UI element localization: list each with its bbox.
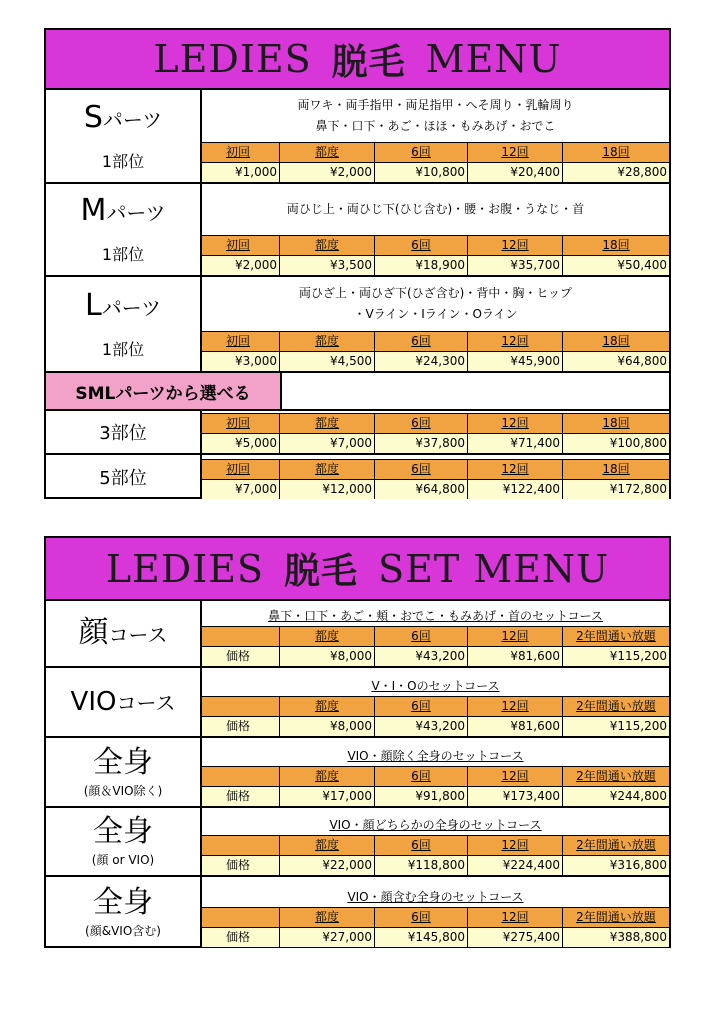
set-menu-table — [44, 536, 671, 948]
parts-suffix: パーツ — [102, 107, 163, 132]
price-cell: ¥173,400 — [468, 786, 563, 806]
col-header: 初回 — [202, 142, 280, 162]
price-cell: ¥37,800 — [375, 433, 468, 453]
parts-count: 1部位 — [101, 151, 145, 171]
col-header: 12回 — [468, 142, 563, 162]
course-description: VIO・顔どちらかの全身のセットコース — [329, 818, 542, 832]
col-header: 12回 — [468, 626, 563, 646]
price-label: 価格 — [202, 786, 280, 806]
price-grid — [202, 835, 669, 875]
col-header: 2年間通い放題 — [563, 696, 669, 716]
price-cell: ¥81,600 — [468, 646, 563, 666]
parts-label — [46, 184, 202, 275]
price-cell: ¥118,800 — [375, 855, 468, 875]
col-header: 初回 — [202, 459, 280, 479]
price-cell: ¥45,900 — [468, 351, 563, 371]
parts-letter: L — [85, 287, 102, 323]
price-label: 価格 — [202, 927, 280, 947]
col-header: 12回 — [468, 331, 563, 351]
course-note: (顔＆VIO除く) — [83, 783, 163, 798]
multi-count: 3部位 — [99, 423, 147, 444]
col-header: 6回 — [375, 696, 468, 716]
course-suffix: コース — [116, 690, 176, 715]
course-name: 全身 — [93, 744, 153, 780]
col-header: 18回 — [563, 331, 669, 351]
desc-line: ・Vライン・Iライン・Oライン — [353, 307, 518, 321]
price-grid — [202, 459, 669, 499]
price-cell: ¥8,000 — [280, 646, 375, 666]
desc-line: 鼻下・口下・あご・ほほ・もみあげ・おでこ — [315, 119, 556, 133]
price-label: 価格 — [202, 855, 280, 875]
col-header: 都度 — [280, 459, 375, 479]
sml-choose-label: SMLパーツから選べる — [46, 373, 282, 409]
course-note: (顔&VIO含む) — [85, 923, 161, 938]
price-cell: ¥1,000 — [202, 162, 280, 182]
col-header: 6回 — [375, 142, 468, 162]
parts-suffix: パーツ — [101, 295, 161, 320]
price-cell: ¥50,400 — [563, 255, 669, 275]
price-cell: ¥27,000 — [280, 927, 375, 947]
parts-description — [202, 90, 669, 142]
sml-choose-row — [46, 373, 669, 411]
price-cell: ¥224,400 — [468, 855, 563, 875]
price-cell: ¥91,800 — [375, 786, 468, 806]
price-label: 価格 — [202, 646, 280, 666]
col-header — [202, 907, 280, 927]
col-header: 6回 — [375, 459, 468, 479]
col-header: 6回 — [375, 626, 468, 646]
price-grid — [202, 766, 669, 806]
col-header: 都度 — [280, 626, 375, 646]
parts-count: 1部位 — [101, 245, 145, 264]
desc-line: 両ひじ上・両ひじ下(ひじ含む)・腰・お腹・うなじ・首 — [286, 202, 585, 216]
parts-row-s — [46, 90, 669, 184]
desc-line: 両ひざ上・両ひざ下(ひざ含む)・背中・胸・ヒップ — [298, 286, 572, 300]
price-cell: ¥12,000 — [280, 479, 375, 499]
price-grid — [202, 142, 669, 182]
price-cell: ¥22,000 — [280, 855, 375, 875]
price-cell: ¥8,000 — [280, 716, 375, 736]
price-label: 価格 — [202, 716, 280, 736]
course-row-face — [46, 601, 669, 668]
col-header: 12回 — [468, 235, 563, 255]
col-header: 6回 — [375, 907, 468, 927]
col-header: 2年間通い放題 — [563, 835, 669, 855]
price-cell: ¥244,800 — [563, 786, 669, 806]
col-header: 12回 — [468, 696, 563, 716]
price-cell: ¥172,800 — [563, 479, 669, 499]
price-cell: ¥7,000 — [202, 479, 280, 499]
desc-line: 両ワキ・両手指甲・両足指甲・へそ周り・乳輪周り — [297, 98, 574, 112]
price-cell: ¥18,900 — [375, 255, 468, 275]
col-header — [202, 835, 280, 855]
col-header: 2年間通い放題 — [563, 907, 669, 927]
price-cell: ¥388,800 — [563, 927, 669, 947]
price-cell: ¥28,800 — [563, 162, 669, 182]
set-menu-title — [46, 538, 669, 601]
course-suffix: コース — [108, 622, 168, 647]
course-row-body-all — [46, 877, 669, 947]
col-header: 6回 — [375, 835, 468, 855]
title-left: LEDIES — [153, 37, 312, 81]
price-cell: ¥122,400 — [468, 479, 563, 499]
price-grid — [202, 696, 669, 736]
course-row-vio — [46, 668, 669, 738]
title-right: MENU — [425, 37, 562, 81]
course-description: V・I・Oのセットコース — [371, 679, 500, 693]
price-cell: ¥71,400 — [468, 433, 563, 453]
col-header: 18回 — [563, 142, 669, 162]
price-cell: ¥275,400 — [468, 927, 563, 947]
title-left: LEDIES — [105, 546, 265, 591]
price-cell: ¥2,000 — [280, 162, 375, 182]
price-grid — [202, 235, 669, 275]
title-right: SET MENU — [378, 546, 610, 591]
price-cell: ¥115,200 — [563, 646, 669, 666]
col-header: 2年間通い放題 — [563, 766, 669, 786]
price-cell: ¥43,200 — [375, 716, 468, 736]
course-description: 鼻下・口下・あご・頬・おでこ・もみあげ・首のセットコース — [268, 609, 603, 623]
parts-row-m — [46, 184, 669, 277]
course-name: VIO — [70, 686, 117, 717]
col-header: 都度 — [280, 696, 375, 716]
col-header: 都度 — [280, 413, 375, 433]
title-kanji: 脱毛 — [331, 41, 406, 83]
col-header: 12回 — [468, 413, 563, 433]
multi-label — [46, 411, 202, 453]
col-header: 都度 — [280, 142, 375, 162]
price-cell: ¥316,800 — [563, 855, 669, 875]
col-header: 6回 — [375, 331, 468, 351]
col-header: 都度 — [280, 331, 375, 351]
multi-row-5 — [46, 455, 669, 499]
price-cell: ¥17,000 — [280, 786, 375, 806]
course-name: 全身 — [93, 814, 153, 849]
col-header: 都度 — [280, 907, 375, 927]
col-header: 初回 — [202, 413, 280, 433]
col-header: 都度 — [280, 235, 375, 255]
col-header: 12回 — [468, 907, 563, 927]
col-header — [202, 766, 280, 786]
title-kanji: 脱毛 — [284, 551, 359, 592]
course-label — [46, 668, 202, 736]
parts-description — [202, 184, 669, 235]
parts-suffix: パーツ — [106, 201, 166, 225]
col-header — [202, 626, 280, 646]
course-description: VIO・顔除く全身のセットコース — [347, 749, 524, 763]
price-cell: ¥3,000 — [202, 351, 280, 371]
price-grid — [202, 331, 669, 371]
multi-label — [46, 455, 202, 499]
col-header: 12回 — [468, 766, 563, 786]
course-name: 顔 — [78, 614, 109, 650]
parts-letter: M — [80, 193, 107, 228]
course-name: 全身 — [93, 884, 153, 920]
price-cell: ¥100,800 — [563, 433, 669, 453]
col-header: 18回 — [563, 235, 669, 255]
price-grid — [202, 413, 669, 453]
multi-row-3 — [46, 411, 669, 455]
course-description: VIO・顔含む全身のセットコース — [347, 890, 524, 904]
price-grid — [202, 626, 669, 666]
multi-count: 5部位 — [99, 468, 147, 489]
parts-row-l — [46, 277, 669, 373]
price-cell: ¥4,500 — [280, 351, 375, 371]
parts-letter: S — [83, 99, 103, 135]
parts-label — [46, 277, 202, 371]
price-cell: ¥64,800 — [375, 479, 468, 499]
col-header: 12回 — [468, 459, 563, 479]
col-header: 都度 — [280, 835, 375, 855]
price-cell: ¥35,700 — [468, 255, 563, 275]
menu-title — [46, 30, 669, 90]
course-label — [46, 808, 202, 875]
col-header — [202, 696, 280, 716]
price-cell: ¥10,800 — [375, 162, 468, 182]
col-header: 18回 — [563, 459, 669, 479]
col-header: 6回 — [375, 235, 468, 255]
course-row-body-face-or-vio — [46, 808, 669, 877]
col-header: 6回 — [375, 413, 468, 433]
price-grid — [202, 907, 669, 947]
price-cell: ¥7,000 — [280, 433, 375, 453]
parts-count: 1部位 — [101, 339, 145, 359]
parts-description — [202, 277, 669, 331]
price-cell: ¥24,300 — [375, 351, 468, 371]
price-cell: ¥5,000 — [202, 433, 280, 453]
course-note: (顔 or VIO) — [91, 853, 155, 867]
col-header: 初回 — [202, 235, 280, 255]
price-cell: ¥2,000 — [202, 255, 280, 275]
col-header: 初回 — [202, 331, 280, 351]
menu-table — [44, 28, 671, 499]
col-header: 都度 — [280, 766, 375, 786]
course-label — [46, 877, 202, 947]
price-cell: ¥64,800 — [563, 351, 669, 371]
price-cell: ¥145,800 — [375, 927, 468, 947]
price-cell: ¥3,500 — [280, 255, 375, 275]
course-row-body-no-face-vio — [46, 738, 669, 808]
price-cell: ¥20,400 — [468, 162, 563, 182]
parts-label — [46, 90, 202, 182]
course-label — [46, 601, 202, 666]
col-header: 2年間通い放題 — [563, 626, 669, 646]
price-cell: ¥43,200 — [375, 646, 468, 666]
col-header: 18回 — [563, 413, 669, 433]
col-header: 6回 — [375, 766, 468, 786]
price-cell: ¥81,600 — [468, 716, 563, 736]
col-header: 12回 — [468, 835, 563, 855]
course-label — [46, 738, 202, 806]
price-cell: ¥115,200 — [563, 716, 669, 736]
